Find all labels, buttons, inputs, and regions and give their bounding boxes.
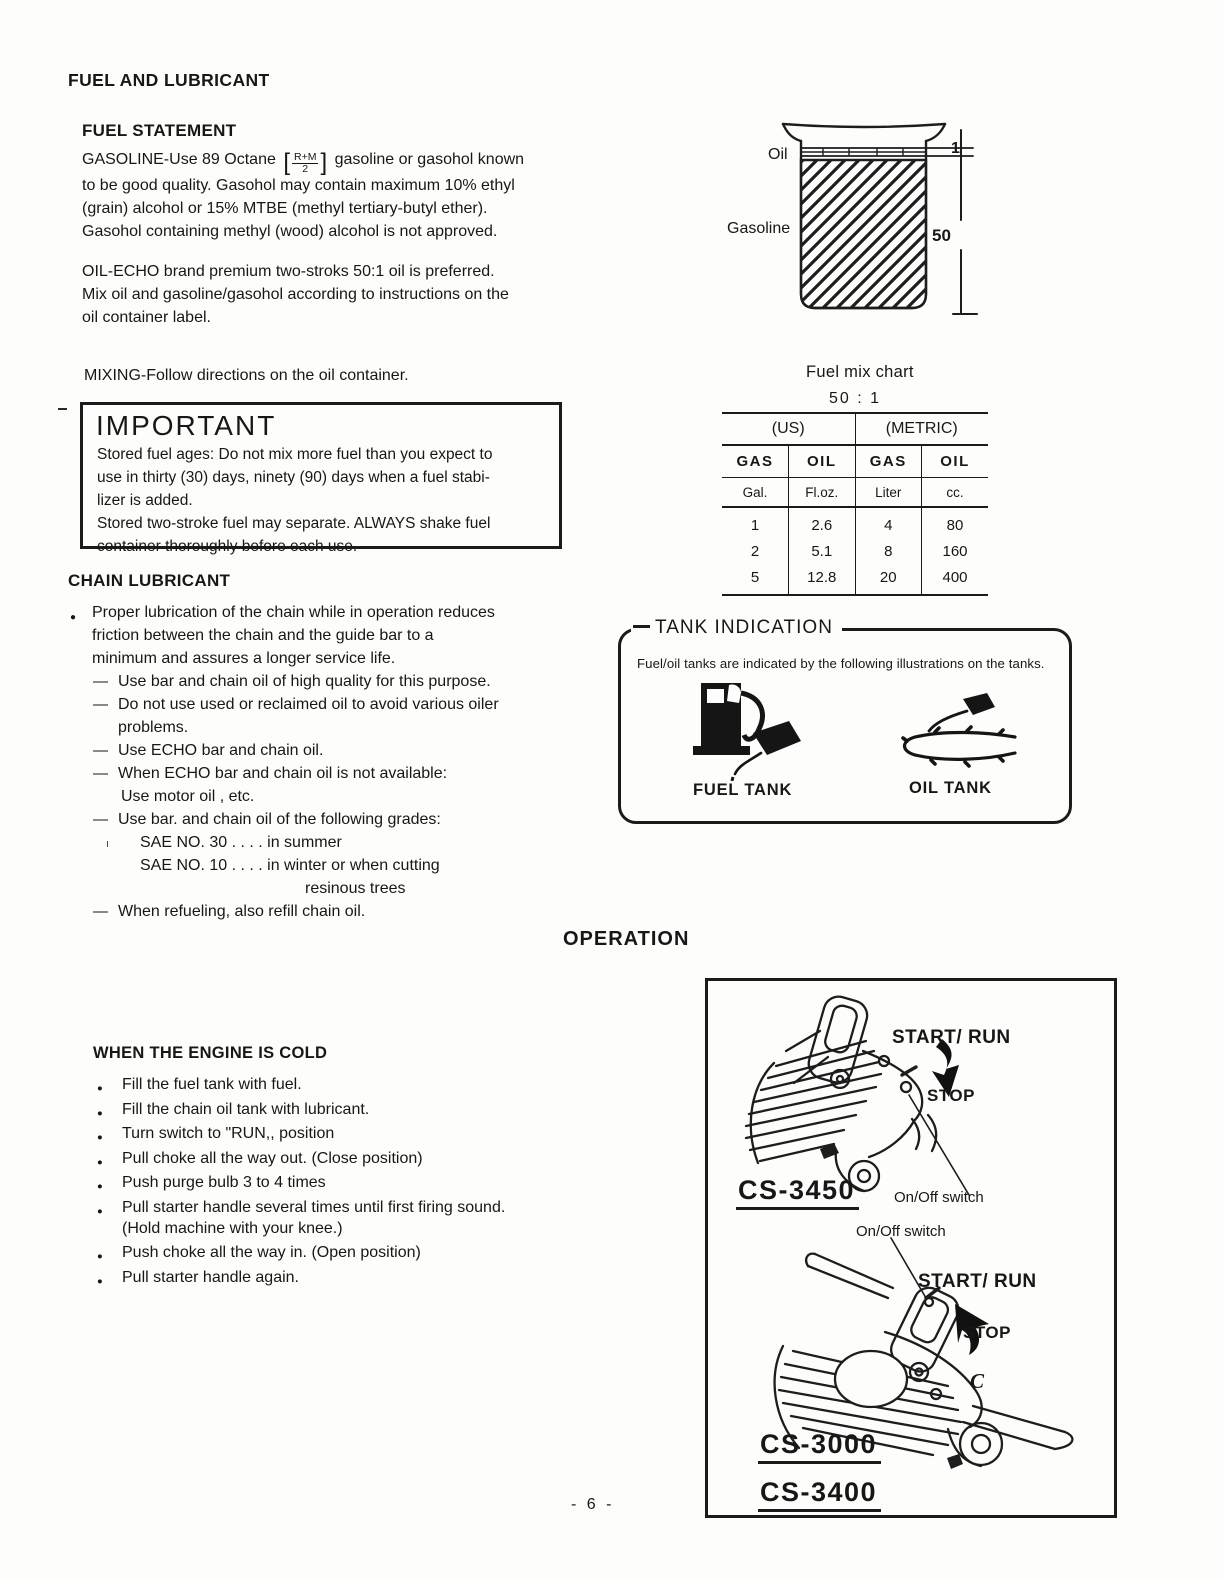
margin-tick	[58, 408, 67, 410]
cell: 80	[922, 507, 989, 538]
step-item: ● Push choke all the way in. (Open position)	[93, 1242, 658, 1263]
cell: 12.8	[789, 564, 856, 595]
beaker-gasoline-label: Gasoline	[727, 220, 791, 237]
mixing-line: MIXING-Follow directions on the oil container.	[84, 367, 409, 384]
engine-cold-heading: WHEN THE ENGINE IS COLD	[93, 1044, 328, 1062]
tank-indication-subtitle: Fuel/oil tanks are indicated by the following illustrations on the tanks.	[637, 656, 1045, 671]
gas-pump-icon	[687, 681, 815, 781]
oil-line2: Mix oil and gasoline/gasohol according to instructions on the	[82, 286, 509, 303]
fig2-stop-label: STOP	[963, 1323, 1011, 1342]
table-row	[722, 564, 988, 595]
gasoline-line2: to be good quality. Gasohol may contain maximum 10% ethyl	[82, 177, 515, 194]
chain-item: — Use bar and chain oil of high quality for this purpose.	[68, 670, 584, 693]
sae-grade-line: ı SAE NO. 30 . . . . in summer	[68, 831, 584, 854]
fuel-tank-label: FUEL TANK	[693, 781, 793, 799]
page-title: FUEL AND LUBRICANT	[68, 70, 270, 90]
col-header-oil: OIL	[922, 445, 989, 478]
unit-gal: Gal.	[722, 478, 789, 508]
tank-indication-title: TANK INDICATION	[631, 617, 842, 639]
us-group-header: (US)	[722, 414, 855, 445]
col-header-oil: OIL	[789, 445, 856, 478]
cell: 2.6	[789, 507, 856, 538]
table-row	[722, 538, 988, 564]
cell: 20	[855, 564, 922, 595]
oil-line3: oil container label.	[82, 309, 211, 326]
step-item: ● Turn switch to "RUN,, position	[93, 1123, 658, 1144]
fuel-mix-chart-caption: Fuel mix chart	[806, 363, 914, 381]
gasoline-paragraph	[82, 148, 582, 243]
chain-item: — When refueling, also refill chain oil.	[68, 900, 584, 923]
chain-item: — Use bar. and chain oil of the following grades:	[68, 808, 584, 831]
beaker-oil-label: Oil	[768, 146, 788, 163]
sae-grade-cont: resinous trees	[305, 880, 406, 897]
fig2-model-cs3000: CS-3000	[758, 1429, 881, 1464]
chain-item-cont: problems.	[118, 719, 189, 736]
fuel-mix-beaker-figure	[775, 118, 979, 326]
fig2-start-run-label: START/ RUN	[918, 1271, 1037, 1292]
col-header-gas: GAS	[855, 445, 922, 478]
unit-floz: Fl.oz.	[789, 478, 856, 508]
chain-lubricant-heading: CHAIN LUBRICANT	[68, 571, 231, 590]
operation-figures-box	[705, 978, 1117, 1518]
table-row	[722, 507, 988, 538]
important-line: lizer is added.	[97, 492, 193, 509]
fuel-mix-table	[722, 390, 988, 596]
important-line: container thoroughly before each use.	[97, 538, 358, 555]
step-item-cont: (Hold machine with your knee.)	[122, 1219, 343, 1237]
chain-intro-line: friction between the chain and the guide bar to a	[92, 627, 434, 644]
cell: 160	[922, 538, 989, 564]
beaker-ratio-one: 1	[951, 140, 960, 157]
unit-liter: Liter	[855, 478, 922, 508]
engine-cold-section	[93, 1044, 658, 1288]
important-line: Stored fuel ages: Do not mix more fuel than you expect to	[97, 446, 493, 463]
cell: 400	[922, 564, 989, 595]
cell: 4	[855, 507, 922, 538]
gasoline-line4: Gasohol containing methyl (wood) alcohol is not approved.	[82, 223, 498, 240]
chain-item-cont: Use motor oil , etc.	[121, 788, 255, 805]
fig2-onoff-switch-label: On/Off switch	[856, 1223, 946, 1240]
important-title: IMPORTANT	[96, 410, 277, 441]
tank-indication-box	[618, 617, 1072, 824]
beaker-ratio-fifty: 50	[932, 226, 951, 245]
gasoline-line1-post: gasoline or gasohol known	[334, 151, 525, 168]
important-line: Stored two-stroke fuel may separate. ALWAYS shake fuel	[97, 515, 491, 532]
important-box	[80, 402, 562, 555]
important-line: use in thirty (30) days, ninety (90) days when a fuel stabi-	[97, 469, 490, 486]
cell: 8	[855, 538, 922, 564]
cell: 5.1	[789, 538, 856, 564]
page-number: - 6 -	[571, 1496, 615, 1513]
gasoline-line1-pre: GASOLINE-Use 89 Octane	[82, 151, 276, 168]
step-item: ● Pull starter handle several times until first firing sound.	[93, 1197, 658, 1218]
fig1-onoff-switch-label: On/Off switch	[894, 1189, 984, 1206]
chain-lubricant-section	[68, 571, 584, 923]
fig2-model-cs3400: CS-3400	[758, 1477, 881, 1512]
chain-intro-line: ● Proper lubrication of the chain while in operation reduces	[68, 601, 584, 624]
oil-line1: OIL-ECHO brand premium two-stroks 50:1 oil is preferred.	[82, 263, 495, 280]
mix-ratio-title: 50 : 1	[722, 390, 988, 414]
chain-item: — When ECHO bar and chain oil is not available:	[68, 762, 584, 785]
bar-chain-oil-icon	[883, 691, 1033, 773]
fuel-statement-heading: FUEL STATEMENT	[82, 121, 237, 140]
step-item: ● Fill the chain oil tank with lubricant.	[93, 1099, 658, 1120]
cell: 5	[750, 568, 760, 586]
oil-tank-label: OIL TANK	[909, 779, 992, 797]
fig2-c-mark: C	[970, 1369, 985, 1393]
gasoline-line3: (grain) alcohol or 15% MTBE (methyl tertiary-butyl ether).	[82, 200, 488, 217]
chain-item: — Do not use used or reclaimed oil to avoid various oiler	[68, 693, 584, 716]
step-item: ● Pull choke all the way out. (Close position)	[93, 1148, 658, 1169]
fig1-model-cs3450: CS-3450	[736, 1175, 859, 1210]
chain-intro-line: minimum and assures a longer service life.	[92, 650, 396, 667]
operation-heading: OPERATION	[563, 928, 690, 950]
oil-paragraph	[82, 260, 582, 329]
fig1-stop-label: STOP	[927, 1086, 975, 1105]
step-item: ● Push purge bulb 3 to 4 times	[93, 1172, 658, 1193]
unit-cc: cc.	[922, 478, 989, 508]
sae-grade-line: SAE NO. 10 . . . . in winter or when cutting	[140, 857, 440, 874]
chain-item: — Use ECHO bar and chain oil.	[68, 739, 584, 762]
cell: 1	[750, 516, 760, 534]
step-item: ● Fill the fuel tank with fuel.	[93, 1074, 658, 1095]
col-header-gas: GAS	[722, 445, 789, 478]
step-item: ● Pull starter handle again.	[93, 1267, 658, 1288]
fig1-start-run-label: START/ RUN	[892, 1027, 1011, 1048]
octane-formula: [ $\frac{R+M}{2}$ ]	[283, 149, 328, 176]
cell: 2	[750, 542, 760, 560]
metric-group-header: (METRIC)	[855, 414, 988, 445]
